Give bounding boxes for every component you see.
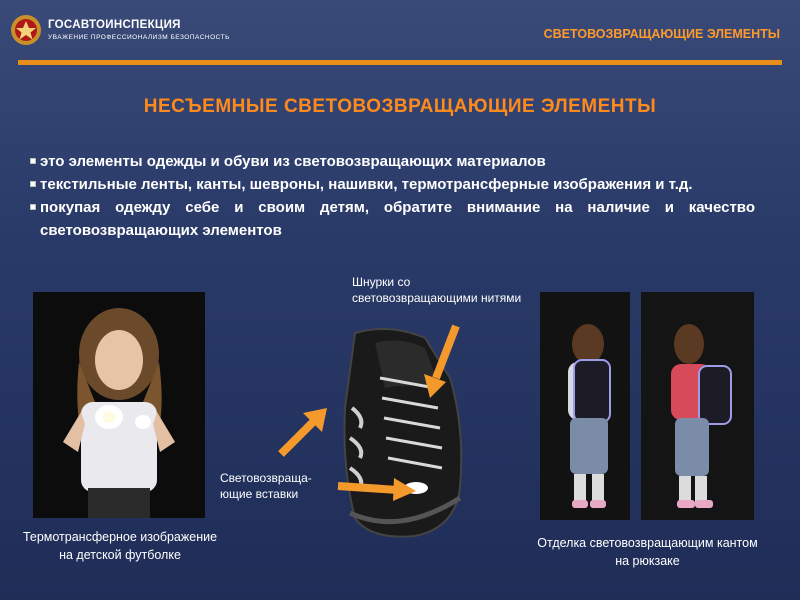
- org-slogan: УВАЖЕНИЕ ПРОФЕССИОНАЛИЗМ БЕЗОПАСНОСТЬ: [48, 34, 230, 41]
- inserts-label: Световозвраща-ющие вставки: [220, 471, 312, 501]
- slide-title: НЕСЪЕМНЫЕ СВЕТОВОЗВРАЩАЮЩИЕ ЭЛЕМЕНТЫ: [143, 96, 657, 117]
- section-title: СВЕТОВОЗВРАЩАЮЩИЕ ЭЛЕМЕНТЫ: [543, 27, 780, 41]
- laces-arrow-icon: [420, 320, 465, 400]
- inserts-right-arrow-icon: [336, 476, 416, 502]
- backpack-photo-back: [540, 292, 630, 520]
- inserts-up-arrow-icon: [275, 405, 330, 460]
- bullet-list: [30, 150, 755, 242]
- bullet-text: покупая одежду себе и своим детям, обратите внимание на наличие и качество световозвращающих элементов: [40, 199, 755, 239]
- bullet-marker: [30, 204, 36, 210]
- bullet-text: это элементы одежды и обуви из световозвращающих материалов: [40, 153, 546, 170]
- backpack-caption: Отделка световозвращающим кантом на рюкзаке: [537, 536, 758, 568]
- laces-label: Шнурки со световозвращающими нитями: [352, 275, 522, 305]
- girl-backpack-side-illustration: [641, 292, 754, 520]
- header-divider: [18, 60, 782, 65]
- bullet-item: [30, 150, 755, 173]
- traffic-police-emblem-icon: [10, 14, 42, 46]
- tshirt-caption: Термотрансферное изображение на детской футболке: [22, 530, 218, 562]
- bullet-item: [30, 196, 755, 242]
- org-name: ГОСАВТОИНСПЕКЦИЯ: [48, 19, 181, 31]
- bullet-marker: [30, 181, 36, 187]
- bullet-item: [30, 173, 755, 196]
- backpack-photo-side: [641, 292, 754, 520]
- bullet-text: текстильные ленты, канты, шевроны, нашивки, термотрансферные изображения и т.д.: [40, 176, 693, 193]
- girl-backpack-back-illustration: [540, 292, 630, 520]
- tshirt-photo: [33, 292, 205, 518]
- bullet-marker: [30, 158, 36, 164]
- girl-tshirt-illustration: [33, 292, 205, 518]
